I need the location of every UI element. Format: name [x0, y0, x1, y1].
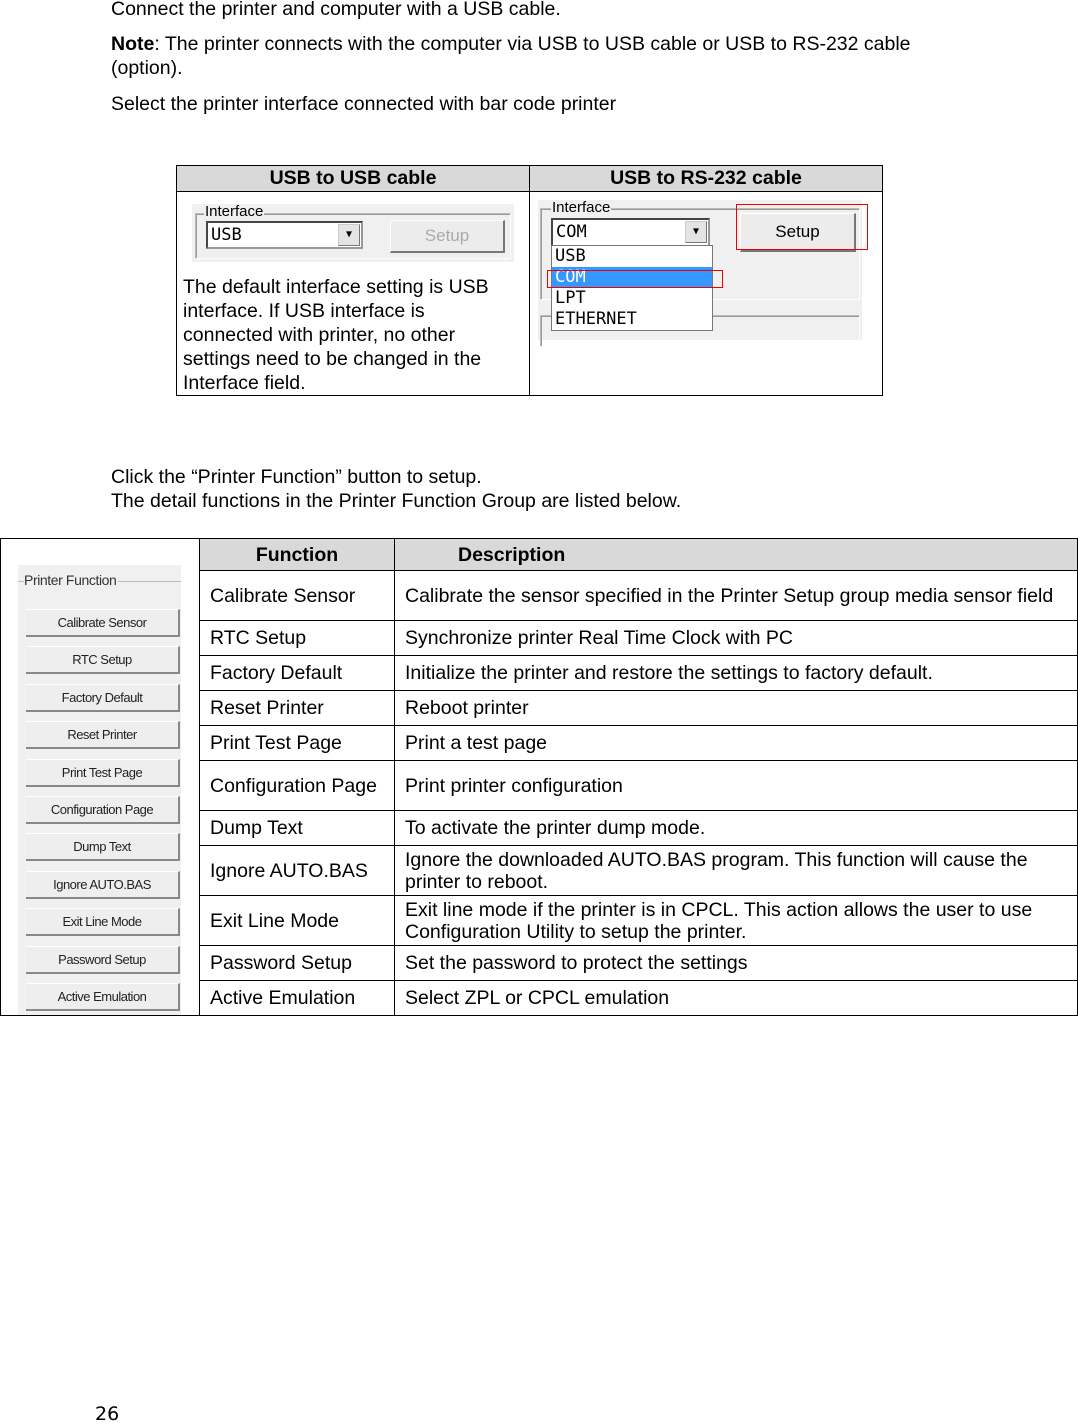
printer-function-panel — [18, 565, 181, 1015]
function-description: Print a test page — [395, 726, 1078, 761]
printer-function-button[interactable]: Dump Text — [26, 833, 180, 861]
function-name: Exit Line Mode — [200, 896, 395, 946]
interface-value: USB — [211, 225, 242, 245]
instruction: Click the “Printer Function” button to setup. — [111, 466, 482, 488]
description-line: The default interface setting is USB — [183, 276, 489, 298]
interface-table — [176, 165, 883, 396]
dropdown-option[interactable]: LPT — [555, 288, 586, 308]
interface-usb-screenshot — [192, 204, 514, 262]
intro-line: Connect the printer and computer with a USB cable. — [111, 0, 561, 20]
interface-com-screenshot — [538, 200, 862, 340]
interface-dropdown[interactable] — [551, 245, 713, 331]
interface-group-label: Interface — [552, 199, 611, 216]
function-name: Configuration Page — [200, 761, 395, 811]
printer-function-button[interactable]: Password Setup — [26, 946, 180, 974]
printer-function-button[interactable]: Ignore AUTO.BAS — [26, 871, 180, 899]
printer-function-button[interactable]: Active Emulation — [26, 983, 180, 1011]
interface-select[interactable] — [206, 221, 363, 249]
function-description: Select ZPL or CPCL emulation — [395, 981, 1078, 1016]
function-description: Initialize the printer and restore the settings to factory default. — [395, 656, 1078, 691]
function-description: Synchronize printer Real Time Clock with PC — [395, 621, 1078, 656]
printer-function-button[interactable]: RTC Setup — [26, 646, 180, 674]
function-name: Dump Text — [200, 811, 395, 846]
function-name: RTC Setup — [200, 621, 395, 656]
function-name: Password Setup — [200, 946, 395, 981]
description-line: Interface field. — [183, 372, 306, 394]
setup-button[interactable]: Setup — [740, 213, 856, 252]
function-name: Factory Default — [200, 656, 395, 691]
note-text: : The printer connects with the computer via USB to USB cable or USB to RS-232 cable — [154, 33, 911, 55]
highlight-box — [736, 204, 868, 250]
function-name: Ignore AUTO.BAS — [200, 846, 395, 896]
header-function: Function — [200, 539, 395, 571]
dropdown-option-selected[interactable]: COM — [552, 267, 712, 288]
printer-function-button[interactable]: Factory Default — [26, 684, 180, 712]
printer-function-button[interactable]: Print Test Page — [26, 759, 180, 787]
function-name: Reset Printer — [200, 691, 395, 726]
panel-label: Printer Function — [24, 572, 117, 588]
function-description: Reboot printer — [395, 691, 1078, 726]
function-description: Set the password to protect the settings — [395, 946, 1078, 981]
function-name: Active Emulation — [200, 981, 395, 1016]
dropdown-option[interactable]: ETHERNET — [555, 309, 637, 329]
note-label: Note — [111, 33, 155, 55]
note — [111, 32, 911, 56]
description-line: interface. If USB interface is — [183, 300, 425, 322]
note-text-cont: (option). — [111, 57, 183, 79]
description-line: connected with printer, no other — [183, 324, 456, 346]
printer-function-button[interactable]: Calibrate Sensor — [26, 609, 180, 637]
function-description: Ignore the downloaded AUTO.BAS program. This function will cause the printer to reboot. — [395, 846, 1078, 896]
chevron-down-icon: ▼ — [685, 221, 707, 243]
description-line: settings need to be changed in the — [183, 348, 482, 370]
printer-function-button[interactable]: Configuration Page — [26, 796, 180, 824]
interface-group-label: Interface — [205, 203, 264, 220]
function-name: Calibrate Sensor — [200, 571, 395, 621]
function-description: Print printer configuration — [395, 761, 1078, 811]
function-name: Print Test Page — [200, 726, 395, 761]
function-description: Exit line mode if the printer is in CPCL. This action allows the user to use Configuration Utility to setup the printer. — [395, 896, 1078, 946]
interface-value: COM — [556, 222, 587, 242]
dropdown-option[interactable]: USB — [555, 246, 586, 266]
function-description: Calibrate the sensor specified in the Printer Setup group media sensor field — [395, 571, 1078, 621]
function-description: To activate the printer dump mode. — [395, 811, 1078, 846]
chevron-down-icon: ▼ — [338, 224, 360, 246]
col-header-usb: USB to USB cable — [177, 166, 530, 192]
highlight-box — [547, 270, 723, 288]
printer-function-button[interactable]: Reset Printer — [26, 721, 180, 749]
instruction: Select the printer interface connected with bar code printer — [111, 93, 617, 115]
interface-select[interactable] — [551, 218, 710, 248]
page-number: 26 — [95, 1403, 120, 1425]
printer-function-button[interactable]: Exit Line Mode — [26, 908, 180, 936]
header-description: Description — [395, 539, 1078, 571]
col-header-rs232: USB to RS-232 cable — [530, 166, 883, 192]
setup-button-disabled[interactable]: Setup — [390, 220, 505, 253]
instruction: The detail functions in the Printer Function Group are listed below. — [111, 490, 682, 512]
